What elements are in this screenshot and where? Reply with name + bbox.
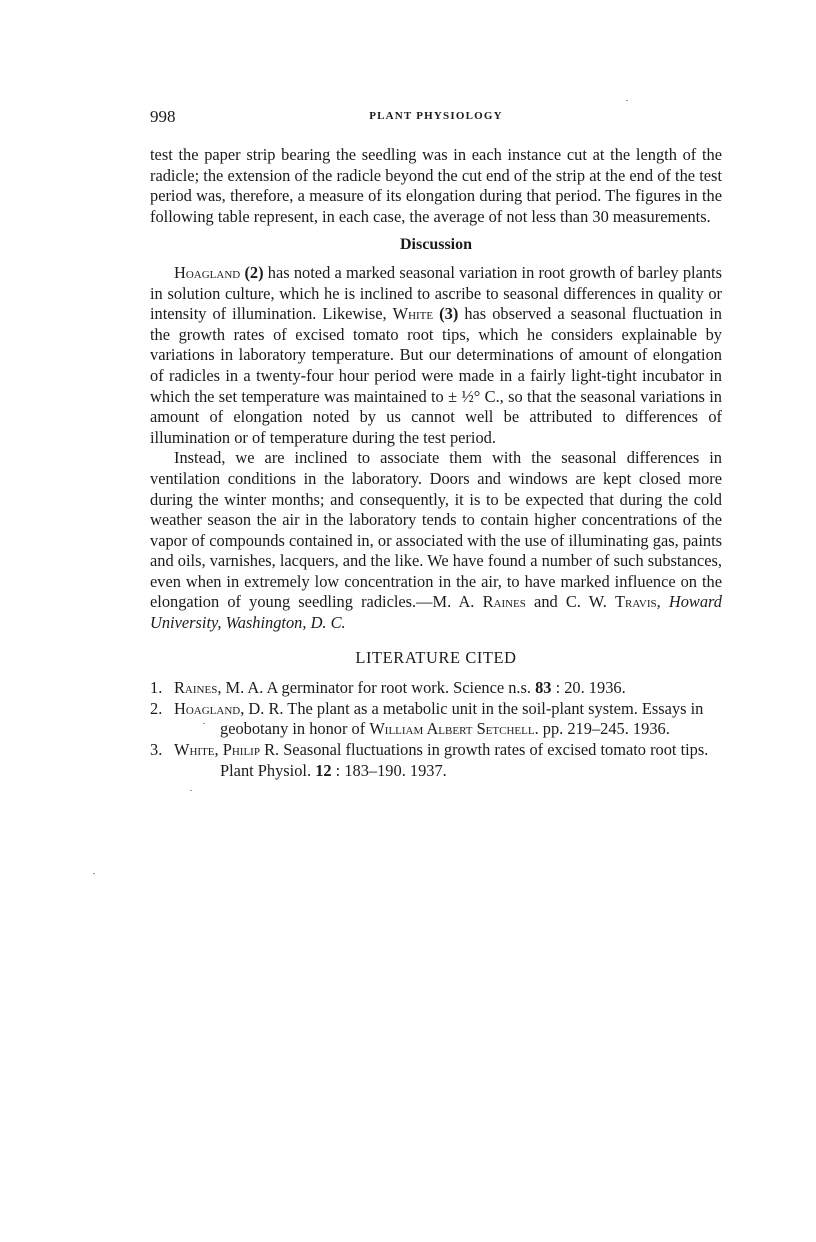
author-citation: Hoagland bbox=[174, 262, 241, 282]
paragraph-text: has noted a marked seasonal variation in root growth of barley plants in solution culture, which he is inclined to ascribe to seasonal differences in quality or intensity of illumination. Likewise, bbox=[150, 262, 722, 324]
reference-author-first: Philip bbox=[222, 740, 260, 760]
reference-number: 3. bbox=[150, 740, 163, 760]
reference-number: 1. bbox=[150, 678, 163, 698]
paragraph-text: and C. W. bbox=[525, 592, 615, 612]
reference-item bbox=[150, 740, 722, 781]
reference-initials: , D. R. bbox=[240, 698, 284, 718]
reference-number: 2. bbox=[150, 698, 163, 718]
reference-author: Hoagland bbox=[174, 698, 241, 718]
literature-cited-heading: LITERATURE CITED bbox=[355, 647, 517, 667]
author-citation: White bbox=[392, 304, 434, 324]
running-head: PLANT PHYSIOLOGY bbox=[369, 110, 503, 122]
intro-paragraph: test the paper strip bearing the seedling was in each instance cut at the length of the radicle; the extension of the radicle beyond the cut end of the strip at the end of the test period was, therefore, a measure of its elongation during that period. The figures in the following table represent, in each case, the average of not less than 30 measurements. bbox=[150, 145, 722, 226]
reference-initials: , bbox=[214, 740, 223, 760]
scan-speck bbox=[190, 790, 192, 791]
discussion-heading: Discussion bbox=[399, 236, 473, 254]
page-header bbox=[150, 107, 722, 131]
reference-volume: 83 bbox=[535, 678, 552, 698]
reference-text: R. Seasonal fluctuations in growth rates of excised tomato root tips. Plant Physiol. bbox=[220, 740, 709, 780]
reference-text: A germinator for root work. Science n.s. bbox=[263, 678, 536, 698]
reference-item bbox=[150, 699, 722, 740]
discussion-paragraph-2 bbox=[150, 448, 722, 633]
discussion-paragraph-1 bbox=[150, 263, 722, 448]
author-signature: Travis bbox=[615, 592, 657, 612]
reference-pages-year: . pp. 219–245. 1936. bbox=[534, 719, 670, 739]
reference-author: White bbox=[174, 740, 215, 760]
page-number: 998 bbox=[150, 107, 176, 126]
reference-author: Raines bbox=[174, 678, 218, 698]
reference-pages-year: : 20. 1936. bbox=[551, 678, 626, 698]
author-signature: Raines bbox=[482, 592, 526, 612]
reference-volume: 12 bbox=[315, 760, 332, 780]
scan-speck bbox=[93, 873, 95, 874]
reference-number: (3) bbox=[439, 304, 459, 324]
author-affiliation: , Howard University, Washington, D. C. bbox=[150, 592, 722, 633]
paragraph-text: has observed a seasonal fluctuation in the growth rates of excised tomato root tips, which he considers explainable by variations in laboratory temperature. But our determinations of amount of elongation of radicles in a twenty-four hour period were made in a fairly light-tight incubator in which the set temperature was maintained to ± ½° C., so that the seasonal variations in amount of elongation noted by us cannot well be attributed to differences of illumination or of temperature during the test period. bbox=[150, 304, 722, 447]
reference-pages-year: : 183–190. 1937. bbox=[331, 760, 447, 780]
scan-speck bbox=[203, 723, 205, 724]
reference-number: (2) bbox=[244, 262, 264, 282]
article-body bbox=[150, 145, 722, 781]
reference-honoree: William Albert Setchell bbox=[369, 719, 535, 739]
reference-item bbox=[150, 678, 722, 699]
reference-text: The plant as a metabolic unit in the soil-plant system. Essays in geobotany in honor of bbox=[220, 698, 704, 739]
scan-speck bbox=[626, 100, 628, 101]
reference-initials: , M. A. bbox=[217, 678, 264, 698]
reference-list bbox=[150, 678, 722, 781]
paragraph-text: Instead, we are inclined to associate them with the seasonal differences in ventilation conditions in the laboratory. Doors and windows are kept closed more during the winter months; and consequently, it is to be expected that during the cold weather season the air in the laboratory tends to contain higher concentrations of the vapor of compounds contained in, or associated with the use of illuminating gas, paints and oils, varnishes, lacquers, and the like. We have found a number of such substances, even when in extremely low concentration in the air, to have marked influence on the elongation of young seedling radicles.—M. A. bbox=[150, 448, 722, 612]
